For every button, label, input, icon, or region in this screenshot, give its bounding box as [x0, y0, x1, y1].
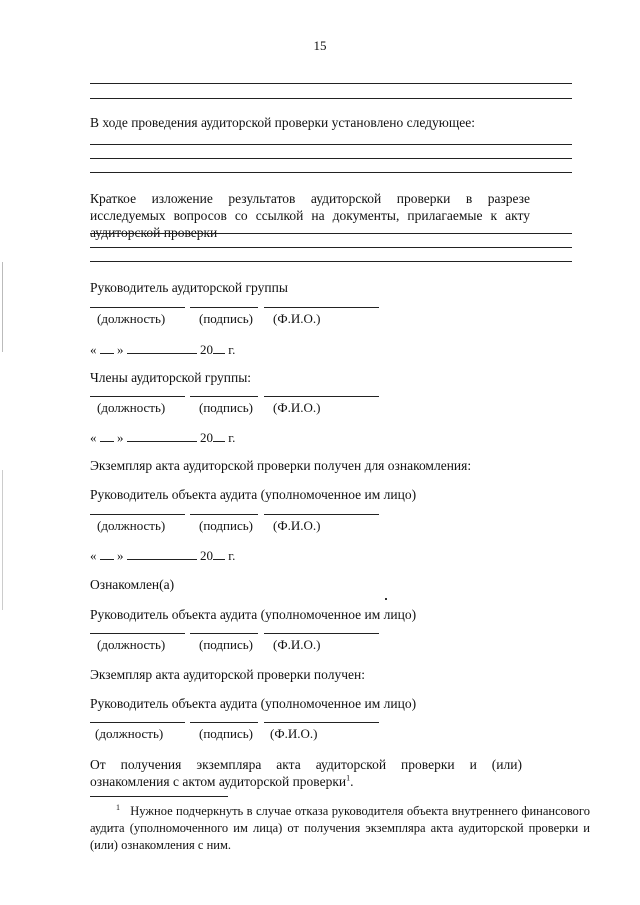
date-close-quote: »	[117, 430, 124, 445]
date-field	[90, 341, 235, 358]
year-blank	[213, 547, 225, 560]
blank-line	[90, 144, 572, 145]
object-head-label: Руководитель объекта аудита (уполномоченное им лицо)	[90, 607, 417, 622]
footnote-marker: 1	[116, 802, 120, 812]
year-prefix: 20	[200, 342, 213, 357]
position-line	[90, 633, 185, 634]
date-close-quote: »	[117, 342, 124, 357]
date-open-quote: «	[90, 548, 97, 563]
year-suffix: г.	[228, 548, 236, 563]
blank-line	[90, 83, 572, 84]
blank-line	[90, 98, 572, 99]
date-close-quote: »	[117, 548, 124, 563]
signature-caption: (подпись)	[199, 400, 253, 415]
position-caption: (должность)	[97, 637, 166, 652]
year-blank	[213, 429, 225, 442]
position-line	[90, 722, 185, 723]
position-caption: (должность)	[95, 726, 164, 741]
object-head-label: Руководитель объекта аудита (уполномоченное им лицо)	[90, 487, 417, 502]
intro-text: В ходе проведения аудиторской проверки установлено следующее:	[90, 115, 476, 130]
footnote-text: Нужное подчеркнуть в случае отказа руководителя объекта внутреннего финансового аудита (уполномоченного им лица) от получения экземпляра акта аудиторской проверки и (или) ознакомления с ним.	[90, 804, 590, 852]
month-blank	[127, 429, 197, 442]
audit-group-head-label: Руководитель аудиторской группы	[90, 280, 288, 295]
month-blank	[127, 547, 197, 560]
scan-speck	[385, 598, 387, 600]
year-suffix: г.	[228, 430, 236, 445]
year-prefix: 20	[200, 548, 213, 563]
date-open-quote: «	[90, 430, 97, 445]
name-caption: (Ф.И.О.)	[270, 726, 318, 741]
signature-line	[190, 633, 258, 634]
signature-caption: (подпись)	[199, 518, 253, 533]
blank-line	[90, 172, 572, 173]
year-suffix: г.	[228, 342, 236, 357]
scan-edge-mark	[2, 470, 3, 610]
refusal-text: От получения экземпляра акта аудиторской проверки и (или) ознакомления с актом аудиторской проверки$^1$.	[90, 757, 522, 789]
refusal-text-body: От получения экземпляра акта аудиторской проверки и (или) ознакомления с актом аудиторской проверки	[90, 757, 522, 789]
position-line	[90, 396, 185, 397]
footnote-separator	[90, 796, 228, 797]
signature-caption: (подпись)	[199, 311, 253, 326]
name-line	[264, 514, 379, 515]
year-blank	[213, 341, 225, 354]
name-line	[264, 633, 379, 634]
position-line	[90, 307, 185, 308]
footnote	[90, 803, 590, 854]
summary-text: Краткое изложение результатов аудиторской проверки в разрезе исследуемых вопросов со ссылкой на документы, прилагаемые к акту аудиторской проверки	[90, 191, 530, 240]
position-line	[90, 514, 185, 515]
date-field	[90, 547, 235, 564]
blank-line	[90, 261, 572, 262]
day-blank	[100, 341, 114, 354]
name-caption: (Ф.И.О.)	[273, 400, 321, 415]
scan-edge-mark	[2, 262, 3, 352]
blank-line	[90, 247, 572, 248]
position-caption: (должность)	[97, 518, 166, 533]
signature-line	[190, 722, 258, 723]
signature-line	[190, 396, 258, 397]
date-open-quote: «	[90, 342, 97, 357]
year-prefix: 20	[200, 430, 213, 445]
signature-caption: (подпись)	[199, 726, 253, 741]
date-field	[90, 429, 235, 446]
blank-line	[90, 233, 572, 234]
blank-line	[90, 158, 572, 159]
audit-group-members-label: Члены аудиторской группы:	[90, 370, 252, 385]
name-line	[264, 307, 379, 308]
footnote-ref: 1	[346, 773, 351, 783]
signature-line	[190, 307, 258, 308]
name-line	[264, 396, 379, 397]
position-caption: (должность)	[97, 311, 166, 326]
acknowledged-label: Ознакомлен(а)	[90, 577, 175, 592]
name-caption: (Ф.И.О.)	[273, 311, 321, 326]
signature-line	[190, 514, 258, 515]
name-caption: (Ф.И.О.)	[273, 637, 321, 652]
position-caption: (должность)	[97, 400, 166, 415]
month-blank	[127, 341, 197, 354]
copy-received-for-review-label: Экземпляр акта аудиторской проверки получен для ознакомления:	[90, 458, 472, 473]
copy-received-label: Экземпляр акта аудиторской проверки получен:	[90, 667, 365, 682]
signature-caption: (подпись)	[199, 637, 253, 652]
name-line	[264, 722, 379, 723]
page-number: 15	[313, 38, 327, 53]
day-blank	[100, 547, 114, 560]
object-head-label: Руководитель объекта аудита (уполномоченное им лицо)	[90, 696, 417, 711]
name-caption: (Ф.И.О.)	[273, 518, 321, 533]
day-blank	[100, 429, 114, 442]
